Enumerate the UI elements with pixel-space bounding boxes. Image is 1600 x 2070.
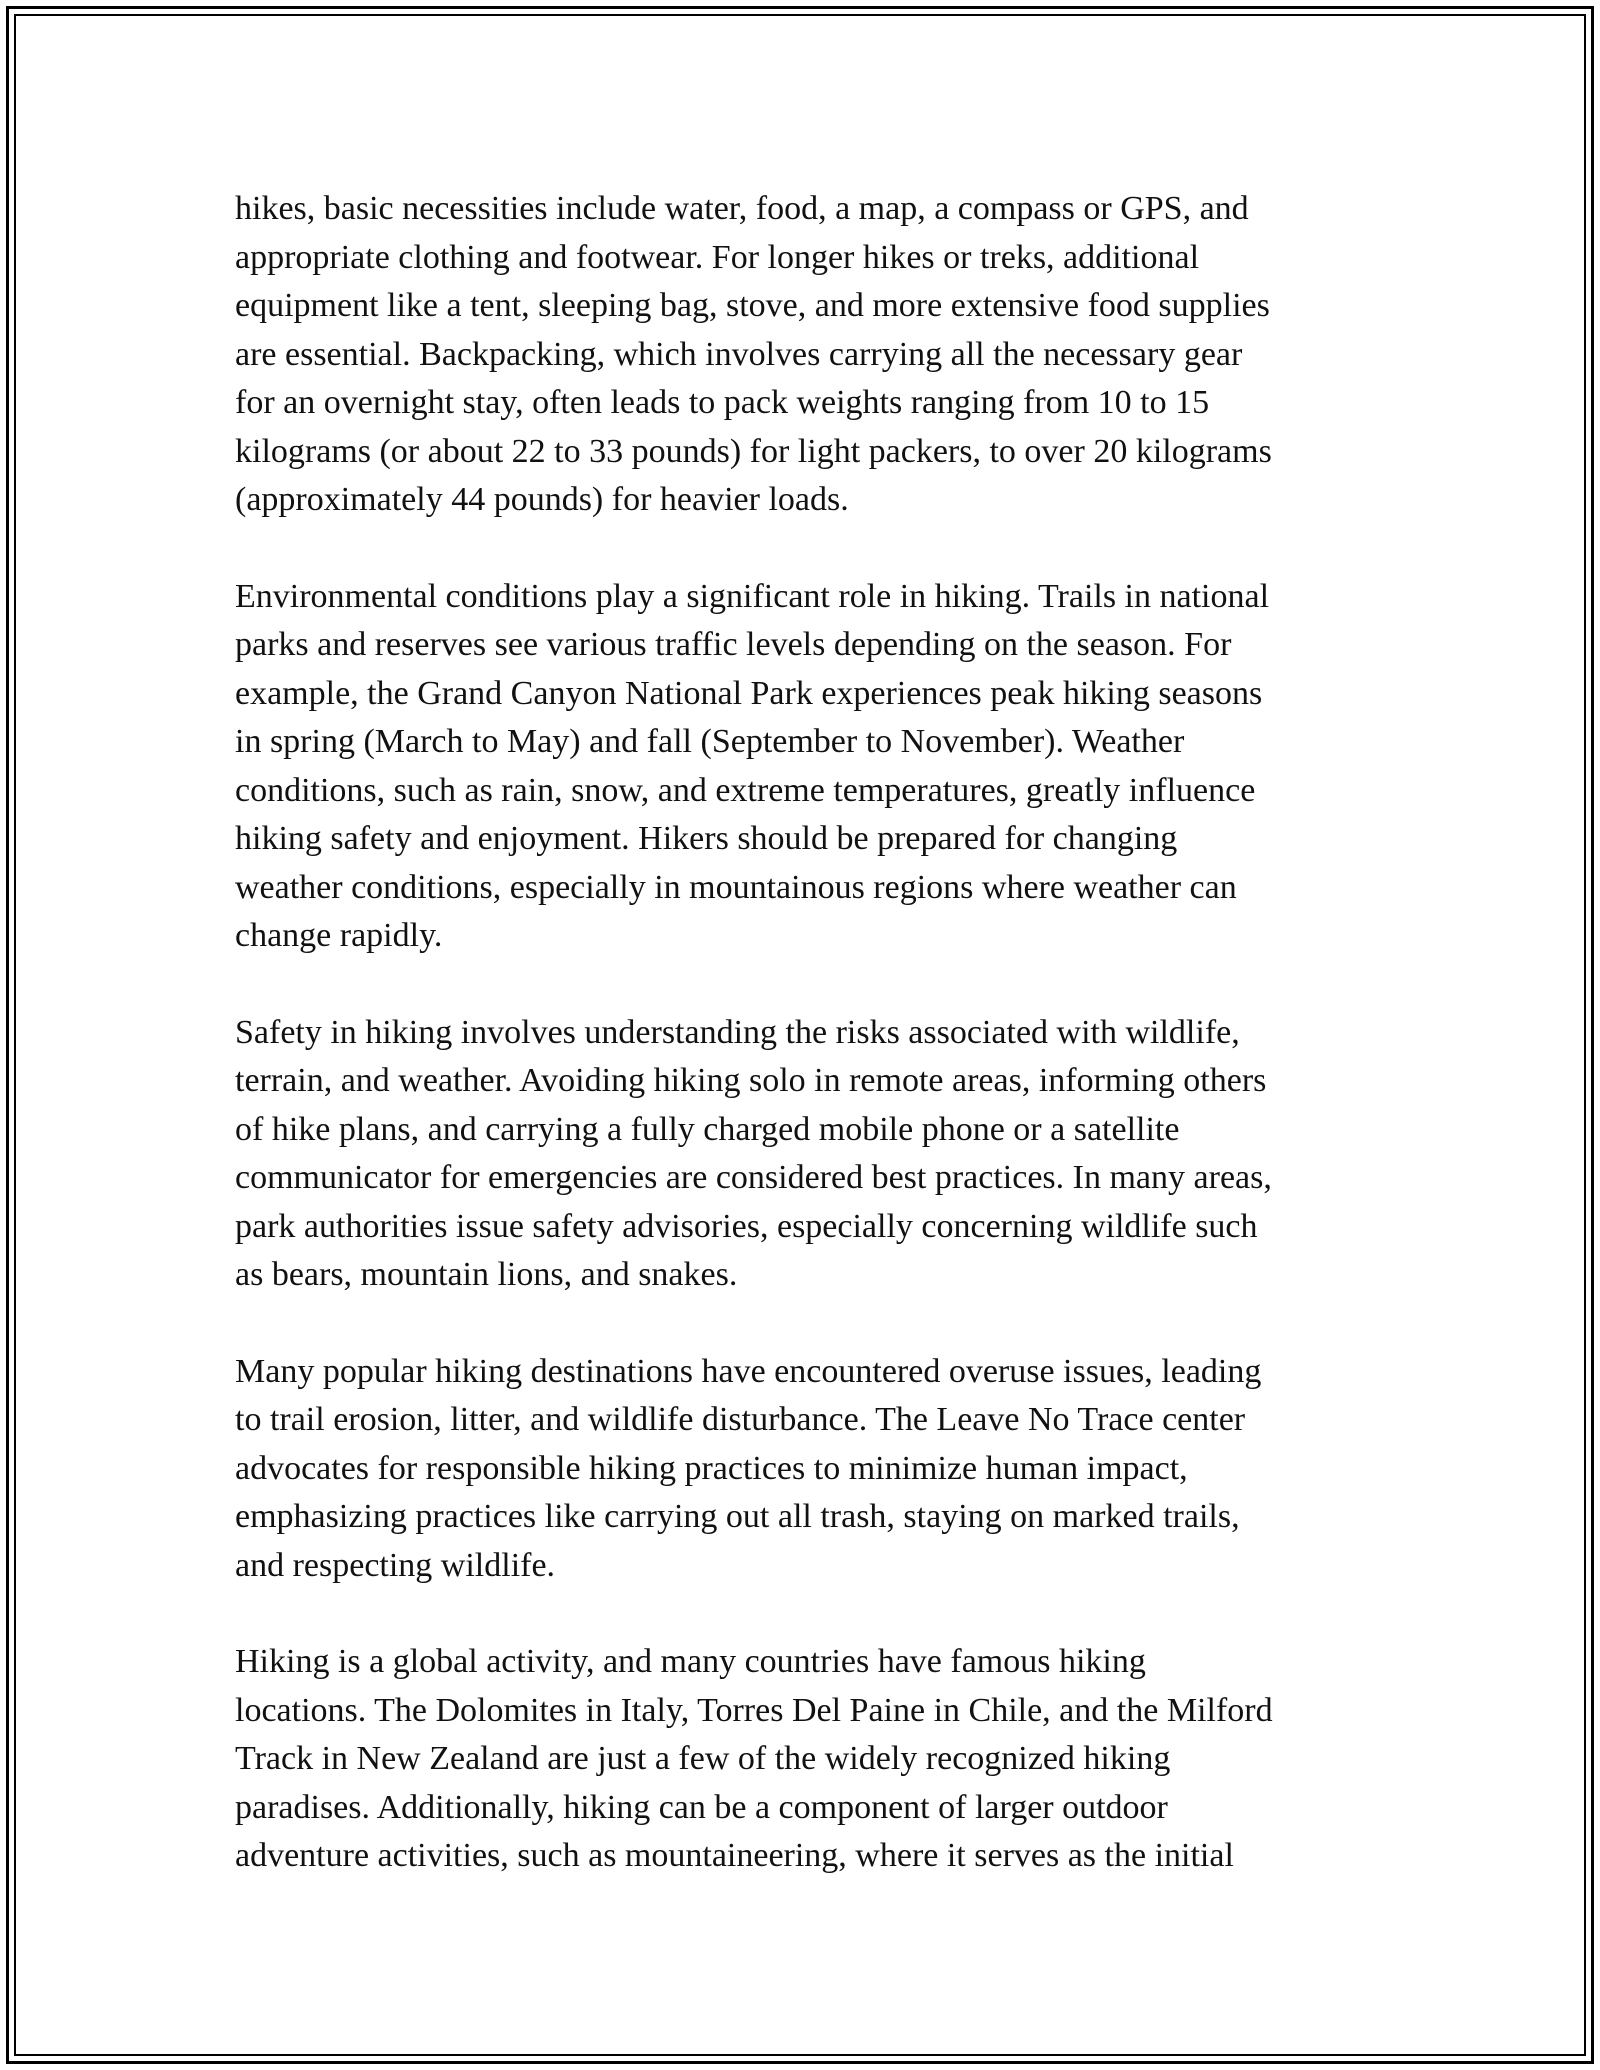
text-line: paradises. Additionally, hiking can be a component of larger outdoor xyxy=(235,1788,1168,1826)
text-line: hiking safety and enjoyment. Hikers should be prepared for changing xyxy=(235,820,1178,857)
paragraph-overuse xyxy=(235,1348,1365,1591)
text-line: parks and reserves see various traffic levels depending on the season. For xyxy=(235,626,1232,663)
text-line: weather conditions, especially in mountainous regions where weather can xyxy=(235,868,1237,906)
text-line: Hiking is a global activity, and many countries have famous hiking xyxy=(235,1643,1146,1680)
text-line: park authorities issue safety advisories, especially concerning wildlife such xyxy=(235,1207,1258,1245)
text-line: locations. The Dolomites in Italy, Torres Del Paine in Chile, and the Milford xyxy=(235,1691,1273,1729)
text-line: equipment like a tent, sleeping bag, stove, and more extensive food supplies xyxy=(235,287,1270,324)
text-line: Track in New Zealand are just a few of the widely recognized hiking xyxy=(235,1740,1171,1777)
text-line: of hike plans, and carrying a fully charged mobile phone or a satellite xyxy=(235,1110,1180,1148)
text-line: communicator for emergencies are considered best practices. In many areas, xyxy=(235,1159,1272,1196)
text-line: appropriate clothing and footwear. For longer hikes or treks, additional xyxy=(235,238,1200,276)
text-line: in spring (March to May) and fall (September to November). Weather xyxy=(235,723,1185,760)
text-line: hikes, basic necessities include water, food, a map, a compass or GPS, and xyxy=(235,190,1249,227)
text-line: adventure activities, such as mountaineering, where it serves as the initial xyxy=(235,1837,1234,1874)
paragraph-environment xyxy=(235,573,1365,961)
text-line: change rapidly. xyxy=(235,917,443,954)
text-line: Environmental conditions play a significant role in hiking. Trails in national xyxy=(235,577,1270,615)
text-line: to trail erosion, litter, and wildlife disturbance. The Leave No Trace center xyxy=(235,1401,1246,1438)
text-line: terrain, and weather. Avoiding hiking solo in remote areas, informing others xyxy=(235,1062,1267,1099)
text-line: and respecting wildlife. xyxy=(235,1546,556,1584)
text-line: for an overnight stay, often leads to pack weights ranging from 10 to 15 xyxy=(235,384,1210,421)
document-body xyxy=(235,185,1365,1929)
paragraph-safety xyxy=(235,1009,1365,1300)
text-line: are essential. Backpacking, which involves carrying all the necessary gear xyxy=(235,335,1243,373)
text-line: Many popular hiking destinations have encountered overuse issues, leading xyxy=(235,1352,1262,1390)
text-line: advocates for responsible hiking practices to minimize human impact, xyxy=(235,1449,1188,1487)
text-line: emphasizing practices like carrying out all trash, staying on marked trails, xyxy=(235,1498,1240,1535)
text-line: example, the Grand Canyon National Park experiences peak hiking seasons xyxy=(235,674,1263,712)
text-line: as bears, mountain lions, and snakes. xyxy=(235,1256,738,1293)
text-line: Safety in hiking involves understanding the risks associated with wildlife, xyxy=(235,1013,1240,1051)
paragraph-gear xyxy=(235,185,1365,525)
paragraph-global xyxy=(235,1638,1365,1881)
text-line: (approximately 44 pounds) for heavier loads. xyxy=(235,481,849,518)
text-line: kilograms (or about 22 to 33 pounds) for light packers, to over 20 kilograms xyxy=(235,432,1272,470)
text-line: conditions, such as rain, snow, and extreme temperatures, greatly influence xyxy=(235,771,1256,809)
